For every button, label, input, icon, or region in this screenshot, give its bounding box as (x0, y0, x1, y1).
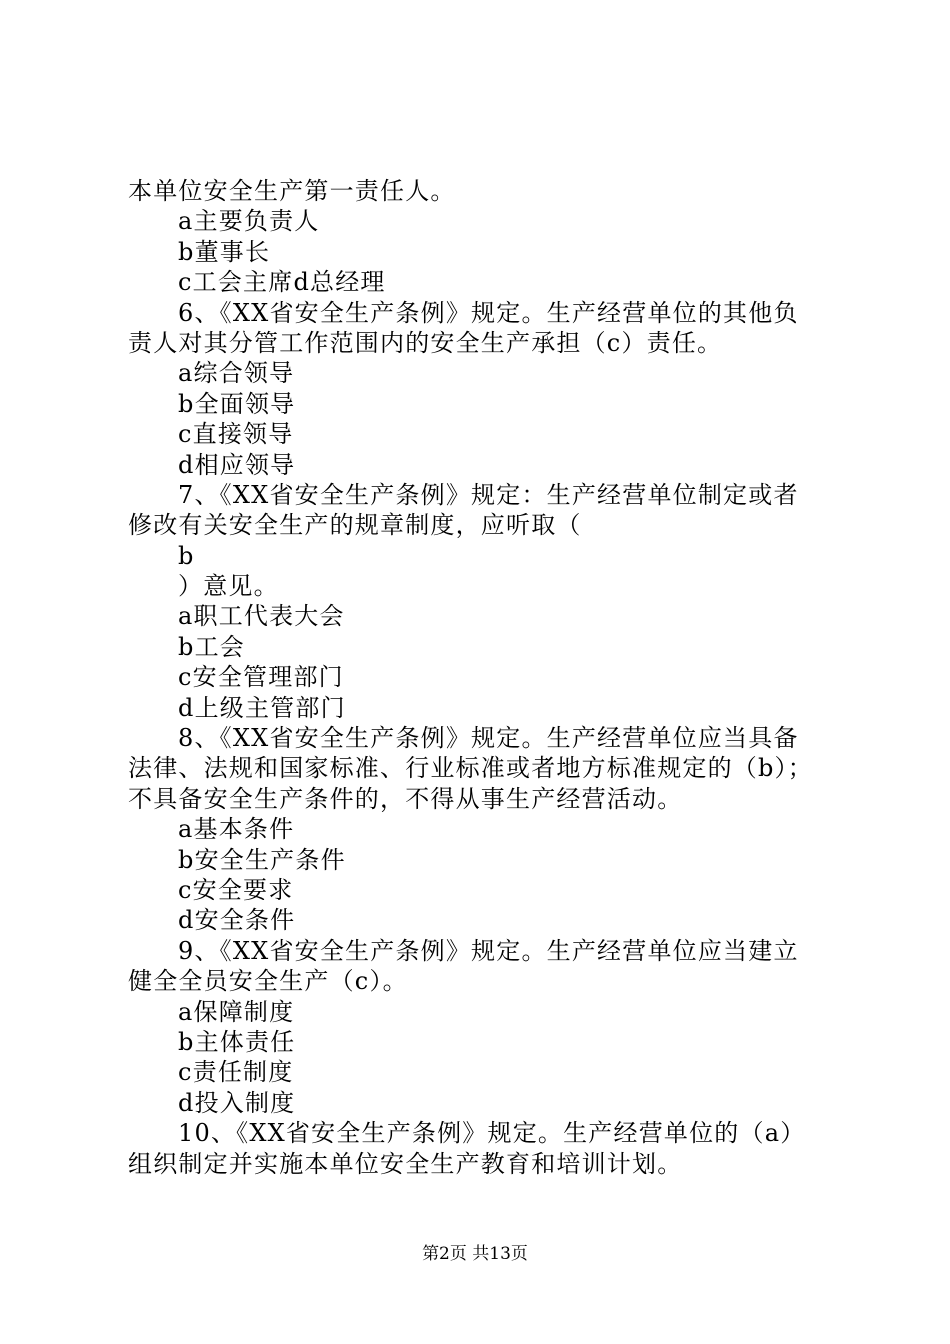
option-line: b主体责任 (178, 1027, 296, 1056)
option-line: a保障制度 (178, 997, 295, 1026)
option-line: a主要负责人 (178, 207, 320, 236)
option-line: a综合领导 (178, 359, 295, 388)
option-line: c安全管理部门 (178, 663, 344, 692)
option-line: d上级主管部门 (178, 693, 346, 722)
text-line: 组织制定并实施本单位安全生产教育和培训计划。 (128, 1149, 683, 1178)
option-line: c直接领导 (178, 420, 294, 449)
question-line: 9、《XX省安全生产条例》规定。生产经营单位应当建立 (178, 936, 799, 965)
question-line: 8、《XX省安全生产条例》规定。生产经营单位应当具备 (178, 724, 799, 753)
text-line: ）意见。 (178, 572, 279, 601)
answer-line: b (178, 541, 195, 570)
option-line: c责任制度 (178, 1058, 294, 1087)
question-line: 7、《XX省安全生产条例》规定：生产经营单位制定或者 (178, 480, 799, 509)
text-line: 修改有关安全生产的规章制度，应听取（ (128, 511, 582, 540)
option-line: c工会主席d总经理 (178, 268, 386, 297)
option-line: a基本条件 (178, 815, 295, 844)
question-line: 10、《XX省安全生产条例》规定。生产经营单位的（a） (178, 1119, 806, 1148)
option-line: b安全生产条件 (178, 845, 346, 874)
text-line: 法律、法规和国家标准、行业标准或者地方标准规定的（b）； (128, 754, 813, 783)
text-line: 责人对其分管工作范围内的安全生产承担（c）责任。 (128, 328, 723, 357)
option-line: b全面领导 (178, 389, 296, 418)
option-line: b董事长 (178, 237, 271, 266)
page-footer: 第2页 共13页 (422, 1244, 528, 1264)
question-line: 6、《XX省安全生产条例》规定。生产经营单位的其他负 (178, 298, 799, 327)
option-line: c安全要求 (178, 875, 294, 904)
option-line: d投入制度 (178, 1088, 296, 1117)
text-line: 健全全员安全生产（c）。 (128, 967, 408, 996)
text-line: 本单位安全生产第一责任人。 (128, 177, 456, 205)
text-line: 不具备安全生产条件的，不得从事生产经营活动。 (128, 784, 683, 813)
option-line: d安全条件 (178, 906, 296, 935)
document-body (128, 176, 833, 1179)
option-line: a职工代表大会 (178, 602, 345, 631)
option-line: d相应领导 (178, 450, 296, 479)
option-line: b工会 (178, 632, 245, 661)
